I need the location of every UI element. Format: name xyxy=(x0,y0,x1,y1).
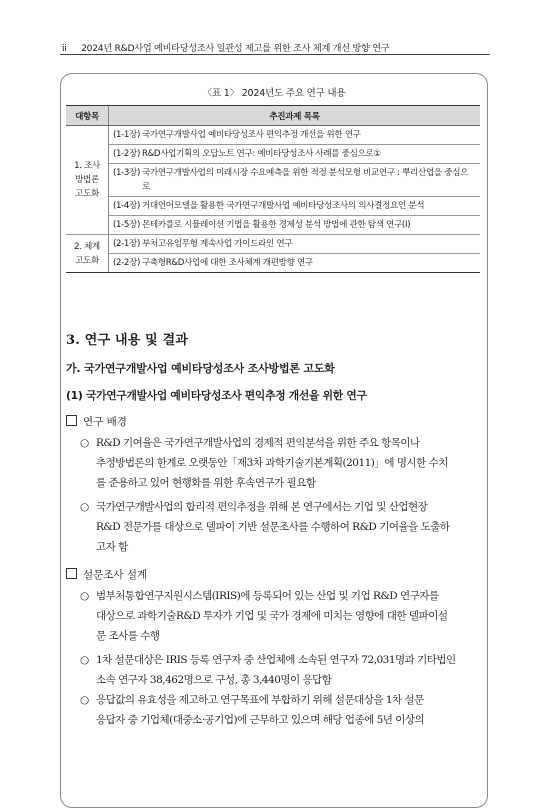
task-cell xyxy=(109,216,481,235)
paragraph-line: 대상으로 과학기술R&D 투자가 기업 및 국가 경제에 미치는 영향에 대한 델파이설 xyxy=(96,610,448,622)
bullet-paragraph xyxy=(66,586,480,646)
table-row xyxy=(66,235,480,254)
paragraph-line: 추정방법론의 한계로 오랫동안「제3차 과학기술기본계획(2011)」에 명시한 수치 xyxy=(96,457,448,469)
table-row xyxy=(66,126,480,145)
bullet-paragraph xyxy=(66,690,480,730)
bullet-paragraph xyxy=(66,497,480,557)
square-bullet-icon xyxy=(66,568,77,579)
square-bullet-icon xyxy=(66,415,77,426)
paragraph-line: 를 준용하고 있어 현행화를 위한 후속연구가 필요함 xyxy=(96,477,316,489)
table-caption: 〈표 1〉 2024년도 주요 연구 내용 xyxy=(202,88,346,99)
task-cell xyxy=(109,235,481,254)
table-row xyxy=(66,254,480,273)
paragraph-line: 범부처통합연구지원시스템(IRIS)에 등록되어 있는 산업 및 기업 R&D 연구자를 xyxy=(96,590,439,602)
subsection-heading: 가. 국가연구개발사업 예비타당성조사 조사방법론 고도화 xyxy=(66,362,335,375)
paragraph-line: 1차 설문대상은 IRIS 등록 연구자 중 산업체에 소속된 연구자 72,031명과 기타법인 xyxy=(96,654,456,666)
category-line: 1. 조사 xyxy=(74,161,100,171)
paragraph-line: 소속 연구자 38,462명으로 구성, 총 3,440명이 응답함 xyxy=(96,674,332,686)
category-line: 고도화 xyxy=(75,189,99,199)
table-row xyxy=(66,145,480,164)
circle-bullet-icon: ○ xyxy=(80,654,89,666)
bullet-paragraph xyxy=(66,650,480,690)
task-cell xyxy=(109,164,481,197)
task-text: 거대언어모델을 활용한 국가연구개발사업 예비타당성조사의 의사결정요인 분석 xyxy=(141,201,425,211)
table-row xyxy=(66,216,480,235)
paragraph-line: R&D 전문가를 대상으로 델파이 기반 설문조사를 수행하여 R&D 기여율을 도출하 xyxy=(96,521,450,533)
running-header-title: 2024년 R&D사업 예비타당성조사 일관성 제고를 위한 조사 체계 개선 방향 연구 xyxy=(81,43,390,54)
table-row xyxy=(66,164,480,197)
task-code: (1-1장) xyxy=(113,130,140,140)
section-heading: 3. 연구 내용 및 결과 xyxy=(66,333,189,348)
task-cell xyxy=(109,254,481,273)
task-code: (1-5장) xyxy=(113,220,140,230)
task-cell xyxy=(109,197,481,216)
task-text: 국가연구개발사업 예비타당성조사 편익추정 개선을 위한 연구 xyxy=(141,130,361,140)
task-text: 부처고유임무형 계속사업 가이드라인 연구 xyxy=(141,239,293,249)
block-heading-text: 연구 배경 xyxy=(83,416,127,428)
header-rule xyxy=(60,54,490,55)
task-code: (2-2장) xyxy=(113,258,140,268)
paragraph-line: 고자 함 xyxy=(96,541,128,553)
table-header-tasks: 추진과제 목록 xyxy=(109,106,481,126)
task-code: (2-1장) xyxy=(113,239,140,249)
block-heading-text: 설문조사 설계 xyxy=(83,569,148,581)
task-cell xyxy=(109,126,481,145)
category-line: 방법론 xyxy=(75,175,99,185)
research-summary-table xyxy=(66,105,480,273)
subsubsection-heading: (1) 국가연구개발사업 예비타당성조사 편익추정 개선을 위한 연구 xyxy=(66,389,367,402)
bullet-paragraph xyxy=(66,433,480,493)
paragraph-line: 국가연구개발사업의 합리적 편익추정을 위해 본 연구에서는 기업 및 산업현장 xyxy=(96,501,428,513)
circle-bullet-icon: ○ xyxy=(80,694,89,706)
task-text: 몬테카를로 시뮬레이션 기법을 활용한 경제성 분석 방법에 관한 탐색 연구(Ⅰ) xyxy=(141,220,411,230)
category-cell xyxy=(66,126,109,235)
task-code: (1-2장) xyxy=(113,149,140,159)
task-text: 구축형R&D사업에 대한 조사체계 개편방향 연구 xyxy=(141,258,313,268)
block-heading xyxy=(66,567,147,582)
task-code: (1-3장) xyxy=(113,168,140,178)
category-line: 2. 체계 xyxy=(74,241,100,252)
task-code: (1-4장) xyxy=(113,201,140,211)
table-header-category: 대항목 xyxy=(66,106,109,126)
paragraph-line: 문 조사를 수행 xyxy=(96,630,160,642)
paragraph-line: 응답자 중 기업체(대중소·공기업)에 근무하고 있으며 해당 업종에 5년 이상의 xyxy=(96,714,425,726)
paragraph-line: R&D 기여율은 국가연구개발사업의 경제적 편익분석을 위한 주요 항목이나 xyxy=(96,437,420,449)
table-row xyxy=(66,197,480,216)
task-text: 국가연구개발사업의 미래시장 수요예측을 위한 적정 분석모형 비교연구 : 뿌리산업을 중심으로 xyxy=(141,168,469,192)
block-heading xyxy=(66,414,127,429)
circle-bullet-icon: ○ xyxy=(80,590,89,602)
category-cell xyxy=(66,235,109,273)
circle-bullet-icon: ○ xyxy=(80,501,89,513)
category-line: 고도화 xyxy=(75,255,99,266)
task-text: R&D사업기획의 오답노트 연구: 예비타당성조사 사례를 중심으로① xyxy=(141,149,381,159)
paragraph-line: 응답값의 유효성을 제고하고 연구목표에 부합하기 위해 설문대상을 1차 설문 xyxy=(96,694,424,706)
circle-bullet-icon: ○ xyxy=(80,437,89,449)
page-number: ii xyxy=(62,43,67,54)
task-cell xyxy=(109,145,481,164)
running-header xyxy=(62,40,490,54)
